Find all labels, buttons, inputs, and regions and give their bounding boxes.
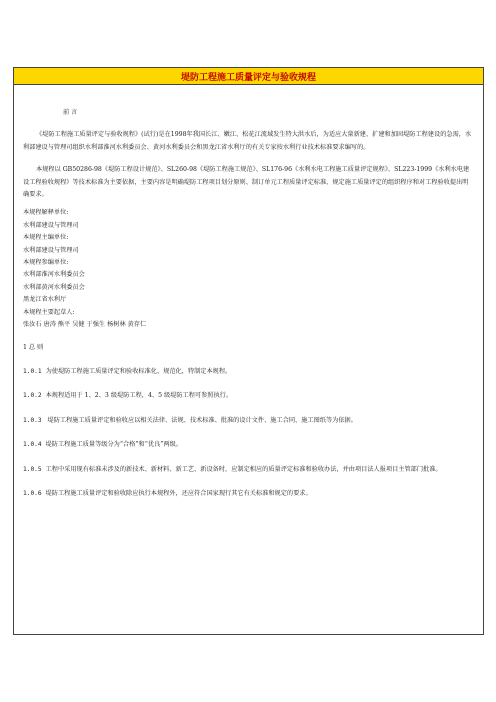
preface-heading: 前 言 [63,109,78,116]
unit-line: 本规程主编单位: [23,234,69,242]
unit-line: 水利部淮河水利委员会 [23,271,85,279]
clause-text: 工程中采用现有标准未涉及的新技术、新材料、新工艺、新设备时，应制定相应的质量评定标准和验收办法，并由项目法人报项目主管部门批准。 [45,465,442,473]
clause-text: 堤防工程施工质量评定和验收应以相关法律、法规、技术标准、批准的设计文件、施工合同、施工图纸等为依据。 [45,416,357,424]
document-title: 堤防工程施工质量评定与验收规程 [180,72,316,83]
unit-line: 本规程解释单位: [23,209,69,217]
unit-line: 水利部黄河水利委员会 [23,283,85,291]
document-body [14,107,483,500]
clause-number: 1.0.5 [23,465,42,473]
title-bar [14,68,483,85]
clause-number: 1.0.2 [23,392,42,400]
unit-line: 水利部建设与管理司 [23,246,79,254]
clause-1-0-4 [23,439,474,451]
units-list [23,207,474,331]
unit-line: 本规程主要起草人: [23,308,75,316]
chapter-heading: 1 总 则 [23,343,44,351]
unit-line: 本规程参编单位: [23,259,69,267]
clause-text: 堤防工程施工质量等级分为“合格”和“优良”两级。 [45,441,182,449]
unit-line: 水利部建设与管理司 [23,221,79,229]
drafters-line: 张汝石 唐涛 熊平 吴健 于强生 杨树林 黄存仁 [23,321,147,329]
clause-text: 堤防工程施工质量评定和验收除应执行本规程外，还应符合国家现行其它有关标准和规定的要求。 [45,489,312,497]
unit-line: 黑龙江省水利厅 [23,296,67,304]
document-frame [13,67,484,635]
clause-1-0-6 [23,488,474,500]
clause-text: 本规程适用于 1、2、3 级堤防工程，4、5 级堤防工程可参照执行。 [45,392,233,400]
preface-paragraph-1: 《堤防工程施工质量评定与验收规程》(试行)是在1998年我国长江、嫩江、松花江流域发生特大洪水后，为适应大量新建、扩建和加固堤防工程建设的急需，水利部建设与管理司组织水利部淮河水利委员会、黄河水利委员会和黑龙江省水利厅的有关专家按水利行业技术标准要求编写的。 [23,131,472,151]
clause-1-0-2 [23,390,474,402]
clause-text: 为使堤防工程施工质量评定和验收标准化、规范化，特制定本规程。 [45,367,232,375]
clause-number: 1.0.1 [23,367,42,375]
clause-number: 1.0.3 [23,416,42,424]
clause-number: 1.0.4 [23,441,42,449]
preface-paragraph-2: 本规程以 GB50286-98《堤防工程设计规范》、SL260-98《堤防工程施工规范》、SL176-96《水利水电工程施工质量评定规程》、SL223-1999《水利水电建设工程验收规程》等技术标准为主要依据，主要内容是明确堤防工程项目划分原则、制订单元工程质量评定标准、规定施工质量评定的组织程序和对工程验收提出明确要求。 [23,166,470,199]
clause-1-0-1 [23,366,474,378]
clause-1-0-3 [23,415,474,427]
clause-number: 1.0.6 [23,489,42,497]
clause-1-0-5 [23,464,474,476]
